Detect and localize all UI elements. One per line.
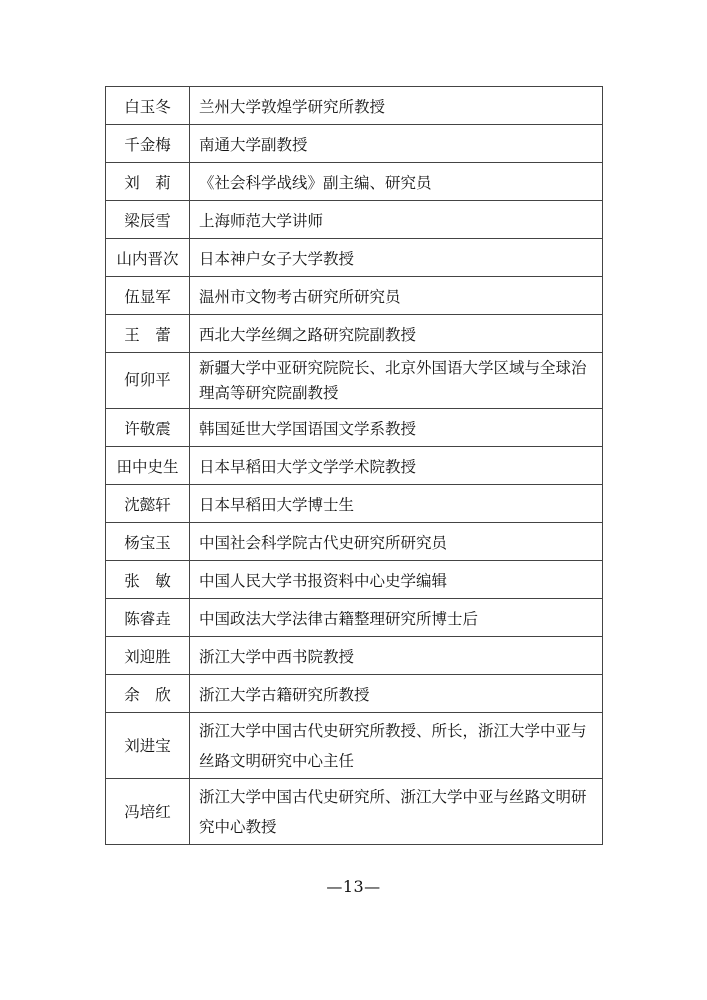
person-name: 梁辰雪 <box>106 201 190 239</box>
table-row <box>106 353 603 409</box>
table-row <box>106 485 603 523</box>
table-row <box>106 239 603 277</box>
person-affiliation: 日本早稻田大学文学学术院教授 <box>190 447 603 485</box>
table-row <box>106 779 603 845</box>
person-affiliation: 温州市文物考古研究所研究员 <box>190 277 603 315</box>
person-affiliation: 《社会科学战线》副主编、研究员 <box>190 163 603 201</box>
table-row <box>106 637 603 675</box>
person-name: 田中史生 <box>106 447 190 485</box>
person-name: 何卯平 <box>106 353 190 409</box>
person-name: 伍显军 <box>106 277 190 315</box>
page-number: —13— <box>326 877 381 896</box>
table-row <box>106 675 603 713</box>
person-name: 杨宝玉 <box>106 523 190 561</box>
table-row <box>106 163 603 201</box>
person-name: 刘 莉 <box>106 163 190 201</box>
person-affiliation: 新疆大学中亚研究院院长、北京外国语大学区域与全球治理高等研究院副教授 <box>190 353 603 409</box>
table-row <box>106 201 603 239</box>
table-row <box>106 315 603 353</box>
table-row <box>106 599 603 637</box>
table-row <box>106 125 603 163</box>
table-row <box>106 447 603 485</box>
person-name: 山内晋次 <box>106 239 190 277</box>
person-name: 千金梅 <box>106 125 190 163</box>
person-affiliation: 上海师范大学讲师 <box>190 201 603 239</box>
table-row <box>106 713 603 779</box>
person-name: 刘进宝 <box>106 713 190 779</box>
person-affiliation: 中国政法大学法律古籍整理研究所博士后 <box>190 599 603 637</box>
person-affiliation: 日本早稻田大学博士生 <box>190 485 603 523</box>
person-affiliation: 中国社会科学院古代史研究所研究员 <box>190 523 603 561</box>
person-name: 许敬震 <box>106 409 190 447</box>
table-row <box>106 409 603 447</box>
table-row <box>106 523 603 561</box>
participant-table <box>105 86 603 845</box>
person-name: 张 敏 <box>106 561 190 599</box>
person-name: 沈懿轩 <box>106 485 190 523</box>
person-name: 白玉冬 <box>106 87 190 125</box>
table-row <box>106 277 603 315</box>
table-row <box>106 561 603 599</box>
person-affiliation: 西北大学丝绸之路研究院副教授 <box>190 315 603 353</box>
person-affiliation: 浙江大学古籍研究所教授 <box>190 675 603 713</box>
person-name: 王 蕾 <box>106 315 190 353</box>
table-row <box>106 87 603 125</box>
person-name: 陈睿垚 <box>106 599 190 637</box>
person-affiliation: 韩国延世大学国语国文学系教授 <box>190 409 603 447</box>
person-affiliation: 浙江大学中西书院教授 <box>190 637 603 675</box>
person-name: 冯培红 <box>106 779 190 845</box>
person-affiliation: 南通大学副教授 <box>190 125 603 163</box>
person-affiliation: 兰州大学敦煌学研究所教授 <box>190 87 603 125</box>
person-name: 余 欣 <box>106 675 190 713</box>
person-name: 刘迎胜 <box>106 637 190 675</box>
person-affiliation: 中国人民大学书报资料中心史学编辑 <box>190 561 603 599</box>
person-affiliation: 日本神户女子大学教授 <box>190 239 603 277</box>
person-affiliation: 浙江大学中国古代史研究所、浙江大学中亚与丝路文明研究中心教授 <box>190 779 603 845</box>
person-affiliation: 浙江大学中国古代史研究所教授、所长，浙江大学中亚与丝路文明研究中心主任 <box>190 713 603 779</box>
